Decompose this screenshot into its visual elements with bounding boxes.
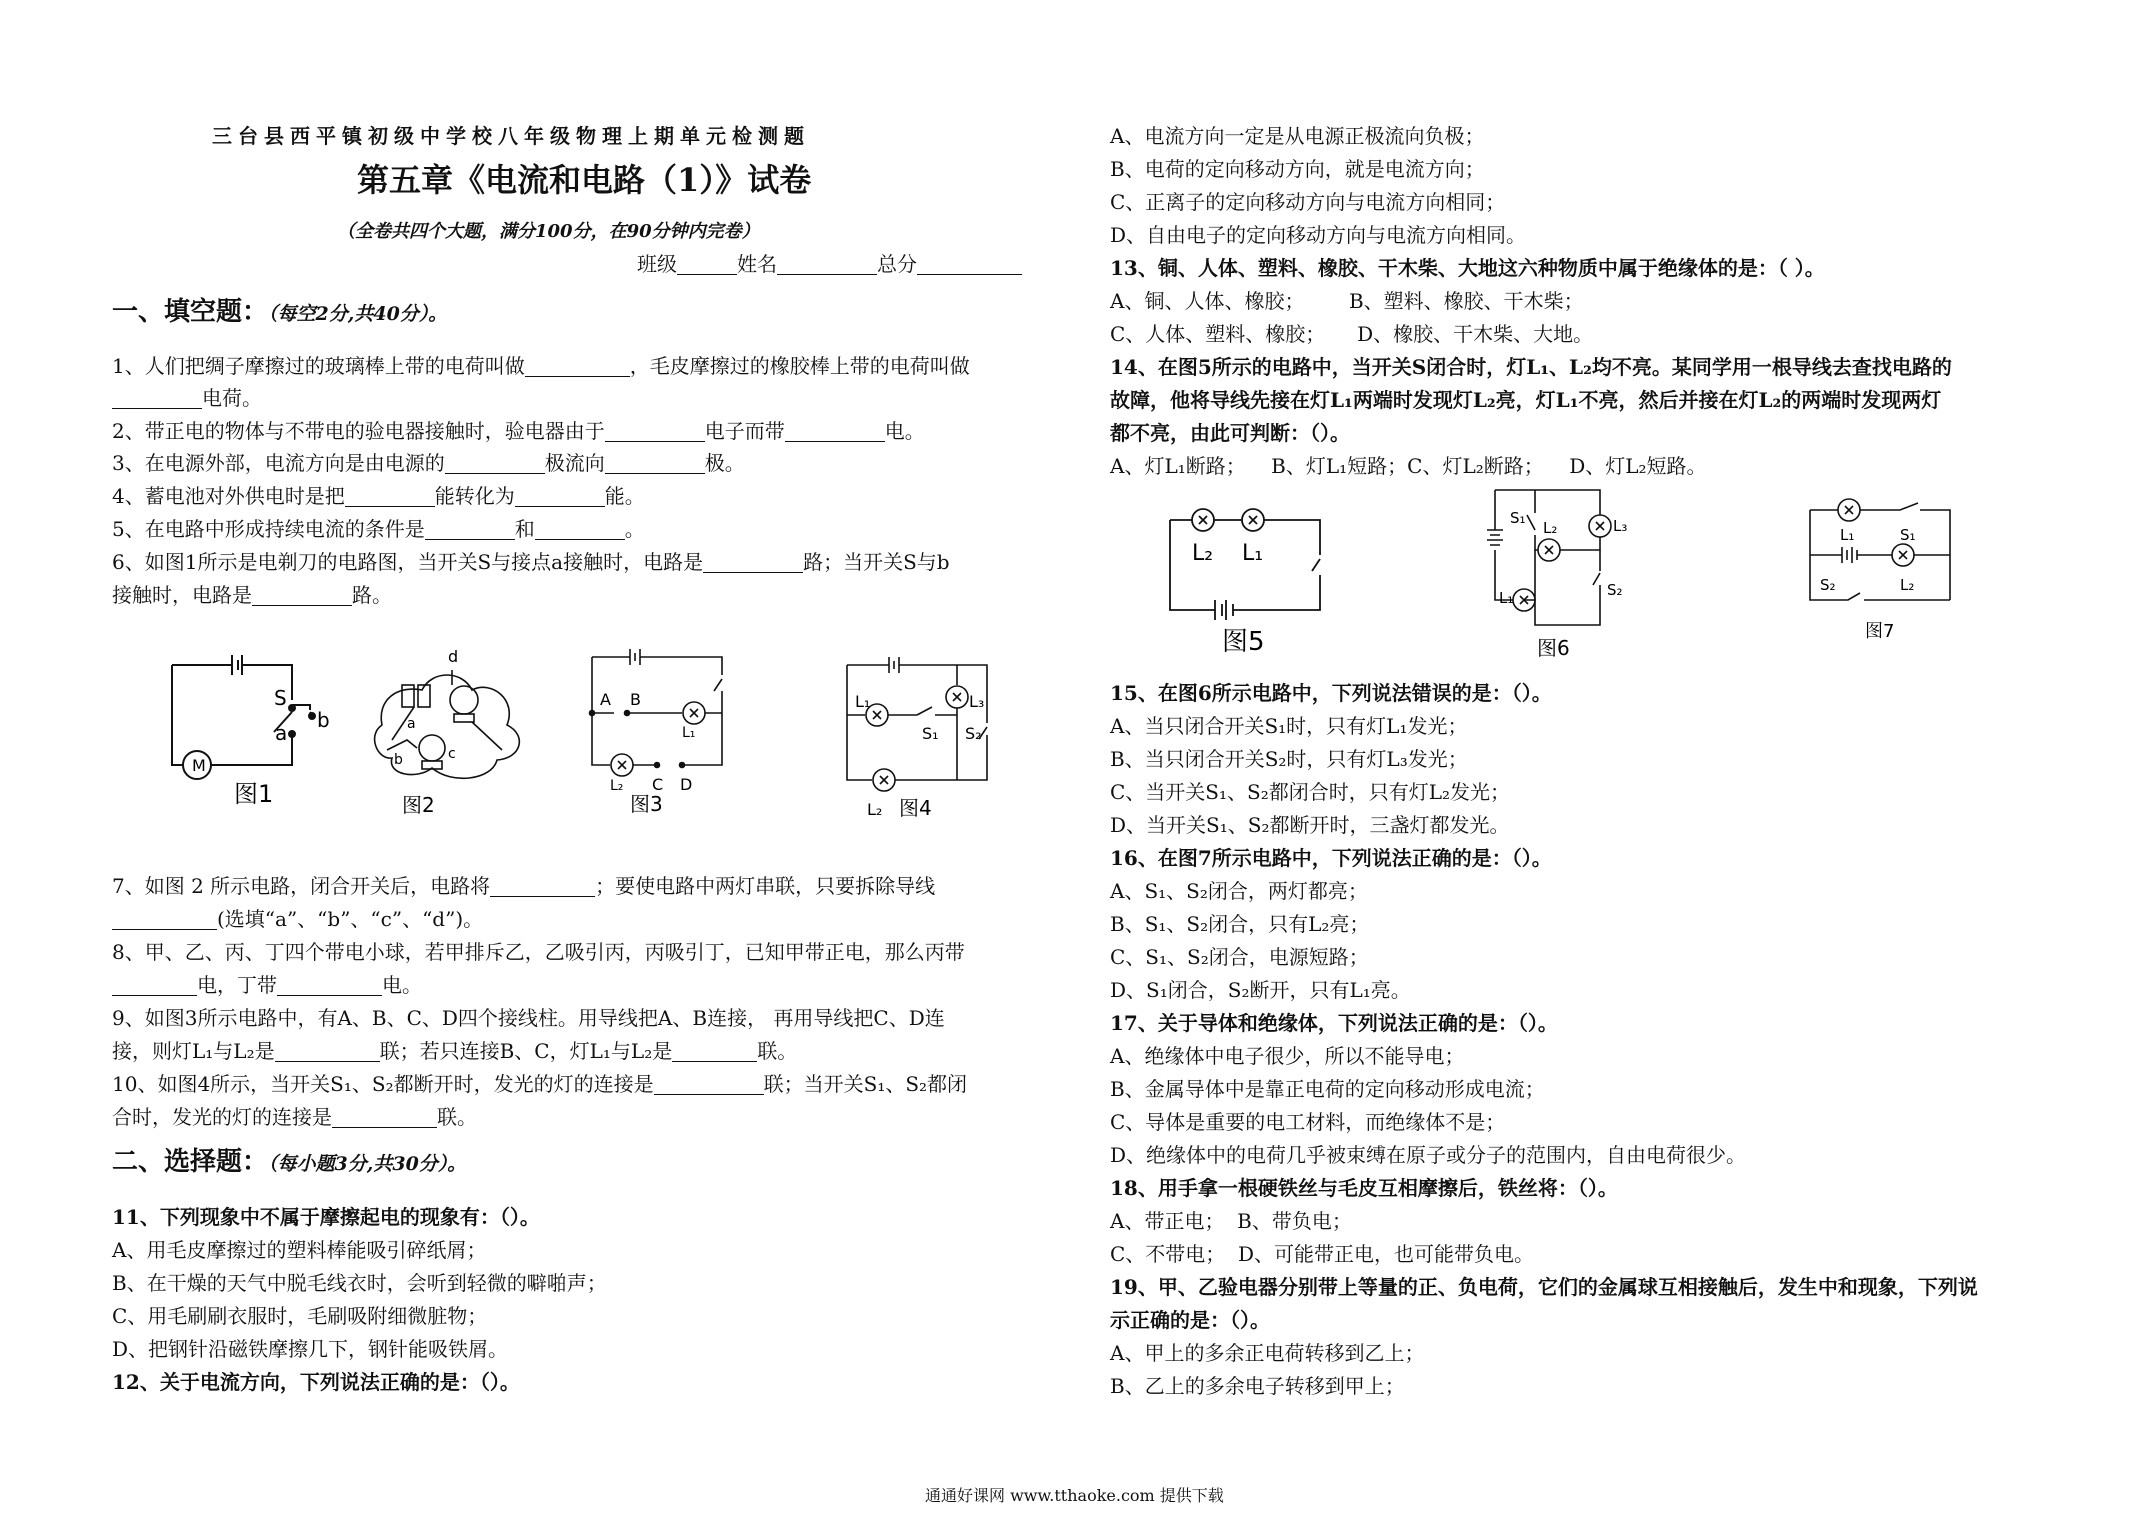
q18-options-ab[interactable]: A、带正电； B、带负电； [1110,1209,1352,1233]
q7-line1: 7、如图 2 所示电路，闭合开关后，电路将 ；要使电路中两灯串联，只要拆除导线 [112,874,936,898]
q13-stem: 13、铜、人体、塑料、橡胶、干木柴、大地这六种物质中属于绝缘体的是：（ ）。 [1110,256,1825,280]
svg-text:a: a [407,716,416,732]
q15-stem: 15、在图6所示电路中，下列说法错误的是：（）。 [1110,681,1552,705]
q7-line2: (选填“a”、“b”、“c”、“d”)。 [112,905,483,933]
svg-text:L₂: L₂ [867,800,883,819]
svg-text:c: c [448,746,456,762]
q15-option-c[interactable]: C、当开关S₁、S₂都闭合时，只有灯L₂发光； [1110,780,1511,804]
fig5-caption: 图5 [1222,627,1265,657]
q1-blank1[interactable] [525,356,630,377]
q14-stem-line2: 故障，他将导线先接在灯L₁两端时发现灯L₂亮，灯L₁不亮，然后并接在灯L₂的两端时发现两灯 [1110,388,1942,412]
q17-option-b[interactable]: B、金属导体中是靠正电荷的定向移动形成电流； [1110,1077,1545,1101]
q16-option-b[interactable]: B、S₁、S₂闭合，只有L₂亮； [1110,912,1370,936]
school-heading: 三台县西平镇初级中学校八年级物理上期单元检测题 [212,124,810,148]
svg-text:A: A [600,690,611,709]
q6-blank2[interactable] [252,585,352,606]
svg-text:L₁: L₁ [1840,526,1855,544]
q11-option-c[interactable]: C、用毛刷刷衣服时，毛刷吸附细微脏物； [112,1304,488,1328]
q11-option-b[interactable]: B、在干燥的天气中脱毛线衣时，会听到轻微的噼啪声； [112,1271,607,1295]
q4-line: 4、蓄电池对外供电时是把 能转化为 能。 [112,484,645,508]
svg-text:L₁: L₁ [682,725,696,741]
q5-blank2[interactable] [535,519,625,540]
svg-text:S₁: S₁ [1900,526,1916,544]
page-title: 第五章《电流和电路（1）》试卷 [357,161,812,199]
q19-option-b[interactable]: B、乙上的多余电子转移到甲上； [1110,1374,1405,1398]
svg-text:S₁: S₁ [922,724,939,743]
q9-blank1[interactable] [275,1041,380,1062]
class-label: 班级 [637,252,677,276]
q19-stem-line2: 示正确的是：（）。 [1110,1308,1270,1332]
q15-option-d[interactable]: D、当开关S₁、S₂都断开时，三盏灯都发光。 [1110,813,1510,837]
svg-text:L₂: L₂ [1900,576,1915,594]
svg-text:S₁: S₁ [1510,509,1526,527]
svg-text:d: d [448,647,459,666]
q2-blank1[interactable] [605,421,705,442]
q16-option-c[interactable]: C、S₁、S₂闭合，电源短路； [1110,945,1369,969]
q17-option-d[interactable]: D、绝缘体中的电荷几乎被束缚在原子或分子的范围内，自由电荷很少。 [1110,1143,1747,1167]
q1-line2: 电荷。 [112,384,262,412]
section2-title: 二、选择题： [112,1147,269,1177]
q8-line1: 8、甲、乙、丙、丁四个带电小球，若甲排斥乙，乙吸引丙，丙吸引丁，已知甲带正电，那么丙带 [112,940,965,964]
q7-blank1[interactable] [490,876,595,897]
q11-stem: 11、下列现象中不属于摩擦起电的现象有：（）。 [112,1205,540,1229]
q14-options[interactable]: A、灯L₁断路； B、灯L₁短路；C、灯L₂断路； D、灯L₂短路。 [1110,454,1707,478]
fig1-motor-label: M [192,756,206,775]
svg-text:b: b [394,752,403,768]
svg-text:B: B [630,690,641,709]
figure-5-diagram [1160,495,1360,660]
q1-line1: 1、人们把绸子摩擦过的玻璃棒上带的电荷叫做 ，毛皮摩擦过的橡胶棒上带的电荷叫做 [112,354,970,378]
svg-text:L₁: L₁ [1499,589,1514,607]
q12-stem: 12、关于电流方向，下列说法正确的是：（）。 [112,1370,520,1394]
fig7-caption: 图7 [1865,621,1895,642]
score-label: 总分 [877,252,917,276]
q9-line1: 9、如图3所示电路中，有A、B、C、D四个接线柱。用导线把A、B连接， 再用导线把C、D连 [112,1006,945,1030]
q10-blank1[interactable] [654,1074,764,1095]
section1-points: （每空2分,共40分）。 [268,303,448,325]
svg-text:L₃: L₃ [1613,517,1628,535]
section1-title: 一、填空题： [112,297,269,327]
q17-option-c[interactable]: C、导体是重要的电工材料，而绝缘体不是； [1110,1110,1506,1134]
svg-text:L₂: L₂ [1543,519,1558,537]
q4-blank1[interactable] [345,486,435,507]
q6-line1: 6、如图1所示是电剃刀的电路图，当开关S与接点a接触时，电路是 路；当开关S与b [112,550,950,574]
figure-6-diagram [1485,485,1645,665]
exam-note: （全卷共四个大题，满分100分，在90分钟内完卷） [337,221,760,242]
section2-heading [112,1148,466,1178]
figure-7-diagram [1800,495,1970,645]
svg-text:D: D [680,775,693,794]
name-field[interactable] [777,254,877,275]
q3-line: 3、在电源外部，电流方向是由电源的 极流向 极。 [112,451,745,475]
svg-text:C: C [652,775,664,794]
svg-text:S₂: S₂ [1820,576,1836,594]
section2-points: （每小题3分,共30分）。 [268,1153,467,1175]
q13-options-cd[interactable]: C、人体、塑料、橡胶； D、橡胶、干木柴、大地。 [1110,322,1594,346]
fig3-caption: 图3 [630,792,663,816]
q18-stem: 18、用手拿一根硬铁丝与毛皮互相摩擦后，铁丝将：（）。 [1110,1176,1618,1200]
q10-line2: 合时，发光的灯的连接是 联。 [112,1105,477,1129]
q6-blank1[interactable] [703,552,803,573]
q14-stem-line3: 都不亮，由此可判断：（）。 [1110,421,1350,445]
q5-line: 5、在电路中形成持续电流的条件是 和 。 [112,517,645,541]
q8-blank2[interactable] [277,975,382,996]
class-field[interactable] [677,254,737,275]
q11-option-d[interactable]: D、把钢针沿磁铁摩擦几下，钢针能吸铁屑。 [112,1337,509,1361]
q16-stem: 16、在图7所示电路中，下列说法正确的是：（）。 [1110,846,1552,870]
name-label: 姓名 [737,252,777,276]
q3-blank1[interactable] [445,453,545,474]
svg-text:L₁: L₁ [855,692,871,711]
q3-blank2[interactable] [605,453,705,474]
q12-option-a[interactable]: A、电流方向一定是从电源正极流向负极； [1110,124,1485,148]
figure-3-diagram [582,645,752,820]
q7-blank2[interactable] [112,909,217,930]
q2-blank2[interactable] [785,421,885,442]
q18-options-cd[interactable]: C、不带电； D、可能带正电，也可能带负电。 [1110,1242,1535,1266]
q12-option-c[interactable]: C、正离子的定向移动方向与电流方向相同； [1110,190,1506,214]
q17-stem: 17、关于导体和绝缘体，下列说法正确的是：（）。 [1110,1011,1558,1035]
q9-blank2[interactable] [672,1041,757,1062]
svg-text:L₂: L₂ [610,778,624,794]
svg-text:L₁: L₁ [1242,541,1264,566]
fig1-caption: 图1 [234,780,274,808]
q15-option-a[interactable]: A、当只闭合开关S₁时，只有灯L₁发光； [1110,714,1468,738]
svg-text:L₂: L₂ [1192,541,1214,566]
svg-text:a: a [275,721,288,745]
q19-option-a[interactable]: A、甲上的多余正电荷转移到乙上； [1110,1341,1425,1365]
q5-blank1[interactable] [425,519,515,540]
score-field[interactable] [917,254,1022,275]
q9-line2: 接，则灯L₁与L₂是 联；若只连接B、C，灯L₁与L₂是 联。 [112,1039,798,1063]
q13-options-ab[interactable]: A、铜、人体、橡胶； B、塑料、橡胶、干木柴； [1110,289,1584,313]
q10-line1: 10、如图4所示，当开关S₁、S₂都断开时，发光的灯的连接是 联；当开关S₁、S₂都闭 [112,1072,968,1096]
q15-option-b[interactable]: B、当只闭合开关S₂时，只有灯L₃发光； [1110,747,1468,771]
svg-text:S₂: S₂ [965,724,982,743]
q16-option-d[interactable]: D、S₁闭合，S₂断开，只有L₁亮。 [1110,978,1411,1002]
q14-stem-line1: 14、在图5所示的电路中，当开关S闭合时，灯L₁、L₂均不亮。某同学用一根导线去查找电路的 [1110,355,1952,379]
svg-text:S₂: S₂ [1607,581,1623,599]
figure-4-diagram [837,655,1007,830]
q2-line: 2、带正电的物体与不带电的验电器接触时，验电器由于 电子而带 电。 [112,419,925,443]
q11-option-a[interactable]: A、用毛皮摩擦过的塑料棒能吸引碎纸屑； [112,1238,487,1262]
q8-blank1[interactable] [112,975,197,996]
q12-option-b[interactable]: B、电荷的定向移动方向，就是电流方向； [1110,157,1485,181]
q17-option-a[interactable]: A、绝缘体中电子很少，所以不能导电； [1110,1044,1465,1068]
svg-text:L₃: L₃ [969,692,985,711]
figure-1-diagram [162,650,362,820]
q12-option-d[interactable]: D、自由电子的定向移动方向与电流方向相同。 [1110,223,1527,247]
q1-blank2[interactable] [112,388,202,409]
svg-text:b: b [317,708,330,732]
page-footer: 通通好课网 www.tthaoke.com 提供下载 [925,1486,1224,1505]
q8-line2: 电，丁带 电。 [112,971,422,999]
fig4-caption: 图4 [899,796,932,820]
figure-2-diagram [362,640,532,825]
q16-option-a[interactable]: A、S₁、S₂闭合，两灯都亮； [1110,879,1368,903]
section1-heading [112,298,447,328]
q19-stem-line1: 19、甲、乙验电器分别带上等量的正、负电荷，它们的金属球互相接触后，发生中和现象，下列说 [1110,1275,1978,1299]
q6-line2: 接触时，电路是 路。 [112,583,392,607]
fig2-caption: 图2 [402,793,435,817]
student-info-line [637,250,1022,278]
q4-blank2[interactable] [515,486,605,507]
q10-blank2[interactable] [332,1107,437,1128]
svg-text:S: S [274,686,287,710]
fig6-caption: 图6 [1537,636,1570,660]
